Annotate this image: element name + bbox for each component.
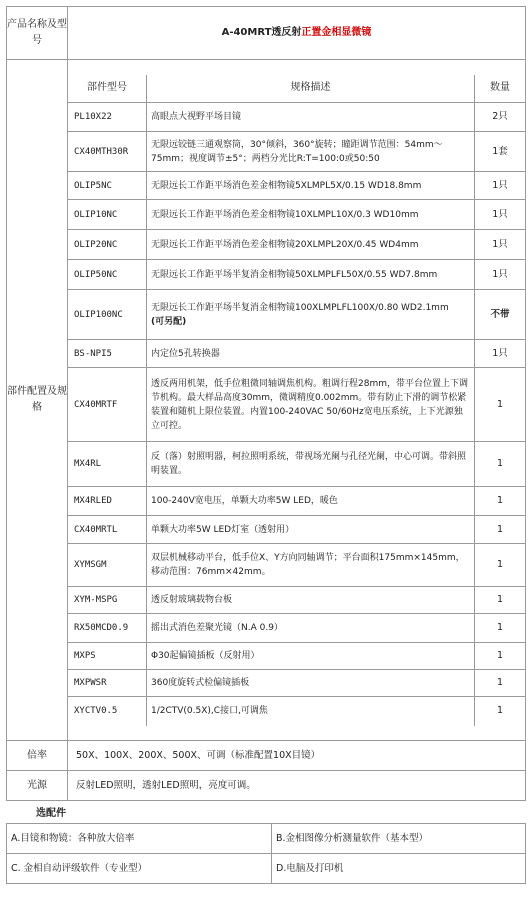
row-desc: 反（落）射照明器，柯拉照明系统，带视场光阑与孔径光阑，中心可调。带斜照明装置。 <box>147 442 475 487</box>
spec-table <box>6 6 526 801</box>
optional-item: B.金相图像分析测量软件（基本型） <box>272 824 526 854</box>
table-row <box>68 516 525 544</box>
row-desc: 无限远长工作距平场消色差金相物镜5XLMPL5X/0.15 WD18.8mm <box>147 172 475 200</box>
optional-title: 选配件 <box>36 808 66 819</box>
row-qty: 不带 <box>475 290 526 340</box>
components-table <box>68 75 525 726</box>
row-model: OLIP50NC <box>68 260 147 290</box>
row-model: CX40MRTF <box>68 368 147 442</box>
row-qty: 1只 <box>475 200 526 230</box>
components-cell <box>68 60 526 741</box>
magnification-label: 倍率 <box>7 741 68 771</box>
table-row <box>68 670 525 697</box>
row-qty: 1只 <box>475 260 526 290</box>
row-qty: 1 <box>475 544 526 587</box>
table-row <box>68 587 525 614</box>
row-desc-main: 无限远长工作距平场半复消金相物镜100XLMPLFL100X/0.80 WD2.1mm <box>151 302 449 313</box>
row-qty: 1只 <box>475 172 526 200</box>
product-label: 产品名称及型号 <box>7 7 68 60</box>
row-model: RX50MCD0.9 <box>68 614 147 643</box>
table-row <box>68 544 525 587</box>
row-qty: 1 <box>475 670 526 697</box>
table-row <box>68 487 525 516</box>
row-model: CX40MRTL <box>68 516 147 544</box>
product-title-highlight: 正置金相显微镜 <box>301 27 372 38</box>
row-model: XYCTV0.5 <box>68 697 147 726</box>
row-desc: 无限远长工作距平场半复消金相物镜50XLMPLFL50X/0.55 WD7.8mm <box>147 260 475 290</box>
row-model: OLIP100NC <box>68 290 147 340</box>
row-qty: 1 <box>475 516 526 544</box>
table-row <box>68 290 525 340</box>
row-qty: 1 <box>475 587 526 614</box>
header-desc: 规格描述 <box>147 75 475 103</box>
row-qty: 1 <box>475 643 526 670</box>
optional-item: A.目镜和物镜：各种放大倍率 <box>7 824 272 854</box>
header-qty: 数量 <box>475 75 526 103</box>
row-desc: 摇出式消色差聚光镜（N.A 0.9） <box>147 614 475 643</box>
row-qty: 1 <box>475 368 526 442</box>
row-model: OLIP5NC <box>68 172 147 200</box>
table-row <box>68 643 525 670</box>
row-model: MX4RL <box>68 442 147 487</box>
row-desc: 高眼点大视野平场目镜 <box>147 103 475 132</box>
row-model: OLIP20NC <box>68 230 147 260</box>
table-row <box>68 103 525 132</box>
table-row <box>68 614 525 643</box>
product-title <box>68 7 526 60</box>
row-model: XYM-MSPG <box>68 587 147 614</box>
row-qty: 1只 <box>475 230 526 260</box>
row-qty: 1 <box>475 614 526 643</box>
row-desc: 单颗大功率5W LED灯室（透射用） <box>147 516 475 544</box>
row-desc: 360度旋转式检偏镜插板 <box>147 670 475 697</box>
row-model: MX4RLED <box>68 487 147 516</box>
light-text: 反射LED照明，透射LED照明，亮度可调。 <box>68 771 526 801</box>
row-desc: 内定位5孔转换器 <box>147 340 475 368</box>
row-desc: Φ30起偏镜插板（反射用） <box>147 643 475 670</box>
optional-item: C. 金相自动评级软件（专业型） <box>7 854 272 884</box>
row-qty: 1 <box>475 487 526 516</box>
row-desc: 双层机械移动平台，低手位X、Y方向同轴调节；平台面积175mm×145mm，移动范围：76mm×42mm。 <box>147 544 475 587</box>
row-desc: 100-240V宽电压，单颗大功率5W LED，暖色 <box>147 487 475 516</box>
table-row <box>68 172 525 200</box>
row-desc: 无限远长工作距平场消色差金相物镜10XLMPL10X/0.3 WD10mm <box>147 200 475 230</box>
optional-table <box>6 823 526 884</box>
product-title-prefix: A-40MRT透反射 <box>221 27 302 38</box>
row-model: MXPS <box>68 643 147 670</box>
header-model: 部件型号 <box>68 75 147 103</box>
row-desc: 透反射玻璃载物台板 <box>147 587 475 614</box>
row-qty: 1 <box>496 705 504 717</box>
table-row <box>68 442 525 487</box>
row-model: OLIP10NC <box>68 200 147 230</box>
table-row <box>68 368 525 442</box>
row-desc-extra: (可另配) <box>151 316 187 327</box>
table-row <box>68 230 525 260</box>
row-desc: 透反两用机架，低手位粗微同轴调焦机构。粗调行程28mm，带平台位置上下调节机构。最大样品高度30mm，微调精度0.002mm。带有防止下滑的调节松紧装置和随机上限位装置。内置100-240VAC 50/60Hz宽电压系统，上下光源独立可控。 <box>147 368 475 442</box>
components-label: 部件配置及规格 <box>7 60 68 741</box>
row-desc <box>147 290 475 340</box>
row-desc: 1/2CTV(0.5X),C接口,可调焦 <box>147 697 475 726</box>
row-model: MXPWSR <box>68 670 147 697</box>
row-model: CX40MTH30R <box>68 132 147 172</box>
row-model: XYMSGM <box>68 544 147 587</box>
row-qty: 1只 <box>475 340 526 368</box>
row-qty: 1 <box>475 442 526 487</box>
row-desc: 无限远长工作距平场消色差金相物镜20XLMPL20X/0.45 WD4mm <box>147 230 475 260</box>
table-row <box>68 697 525 726</box>
row-model: PL10X22 <box>68 103 147 132</box>
table-row <box>68 200 525 230</box>
optional-item: D.电脑及打印机 <box>272 854 526 884</box>
row-qty: 1套 <box>475 132 526 172</box>
table-row <box>68 132 525 172</box>
table-row <box>68 340 525 368</box>
row-desc: 无限远铰链三通观察筒，30°倾斜，360°旋转；瞳距调节范围：54mm～75mm；视度调节±5°；两档分光比R:T=100:0或50:50 <box>147 132 475 172</box>
magnification-text: 50X、100X、200X、500X、可调（标准配置10X目镜） <box>68 741 526 771</box>
row-qty: 2只 <box>475 103 526 132</box>
light-label: 光源 <box>7 771 68 801</box>
table-row <box>68 260 525 290</box>
row-model: BS-NPI5 <box>68 340 147 368</box>
